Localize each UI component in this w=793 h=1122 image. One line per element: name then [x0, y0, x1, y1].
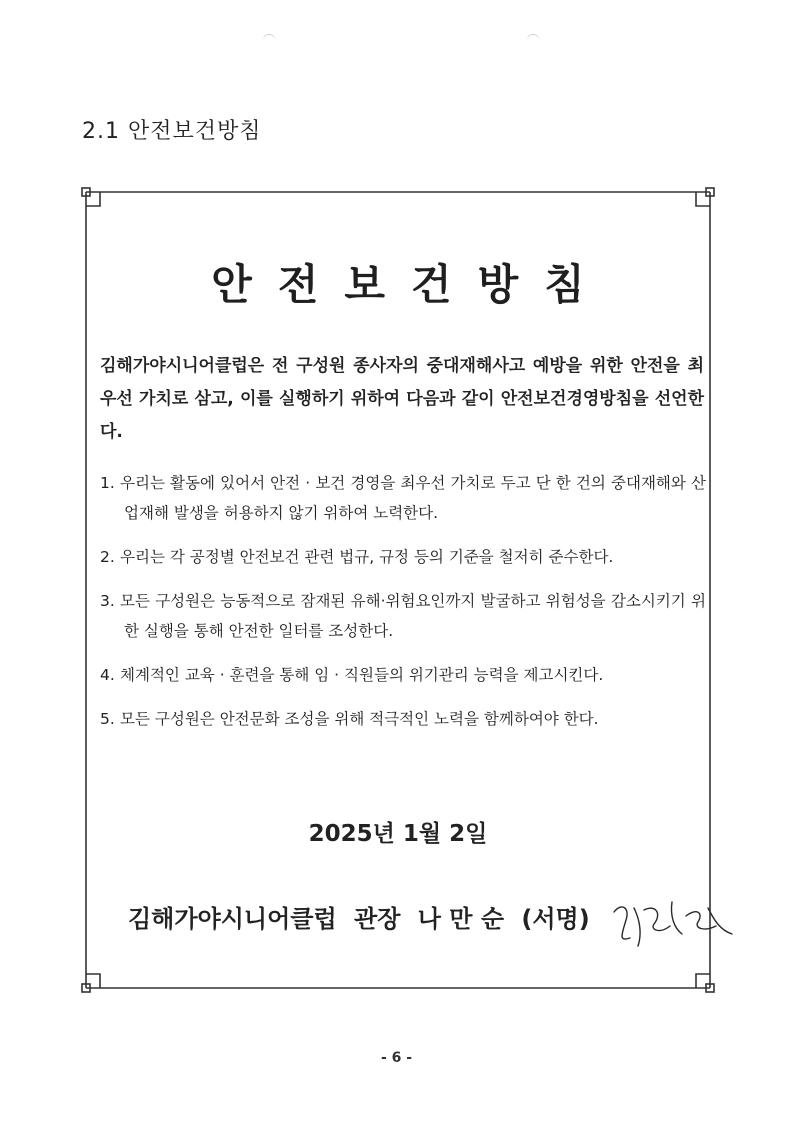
list-item — [100, 586, 706, 646]
item-number: 4. — [100, 666, 115, 684]
item-text: 우리는 각 공정별 안전보건 관련 법규, 규정 등의 기준을 철저히 준수한다. — [120, 548, 614, 566]
list-item — [100, 542, 706, 572]
page-number: - 6 - — [380, 1050, 413, 1066]
policy-items-list — [100, 468, 706, 748]
item-text: 모든 구성원은 능동적으로 잠재된 유해·위험요인까지 발굴하고 위험성을 감소시키기 위한 실행을 통해 안전한 일터를 조성한다. — [120, 592, 706, 640]
section-title: 2.1 안전보건방침 — [82, 119, 262, 144]
item-number: 1. — [100, 474, 115, 492]
handwritten-signature — [600, 890, 740, 950]
list-item — [100, 704, 706, 734]
item-number: 5. — [100, 710, 115, 728]
signer-name: 나 만 순 — [417, 905, 505, 933]
list-item — [100, 468, 706, 528]
list-item — [100, 660, 706, 690]
signature-line — [128, 899, 590, 934]
item-text: 우리는 활동에 있어서 안전 · 보건 경영을 최우선 가치로 두고 단 한 건의 중대재해와 산업재해 발생을 허용하지 않기 위하여 노력한다. — [120, 474, 706, 522]
item-text: 체계적인 교육 · 훈련을 통해 임 · 직원들의 위기관리 능력을 제고시킨다. — [120, 666, 604, 684]
item-text: 모든 구성원은 안전문화 조성을 위해 적극적인 노력을 함께하여야 한다. — [120, 710, 599, 728]
policy-intro: 김해가야시니어클럽은 전 구성원 종사자의 중대재해사고 예방을 위한 안전을 최우선 가치로 삼고, 이를 실행하기 위하여 다음과 같이 안전보건경영방침을 선언한다. — [100, 356, 704, 442]
policy-date: 2025년 1월 2일 — [308, 821, 488, 847]
policy-title: 안전보건방침 — [211, 260, 611, 309]
item-number: 3. — [100, 592, 115, 610]
organization-name: 김해가야시니어클럽 — [128, 905, 337, 933]
item-number: 2. — [100, 548, 115, 566]
sign-label: (서명) — [521, 905, 590, 933]
position-title: 관장 — [354, 905, 401, 933]
